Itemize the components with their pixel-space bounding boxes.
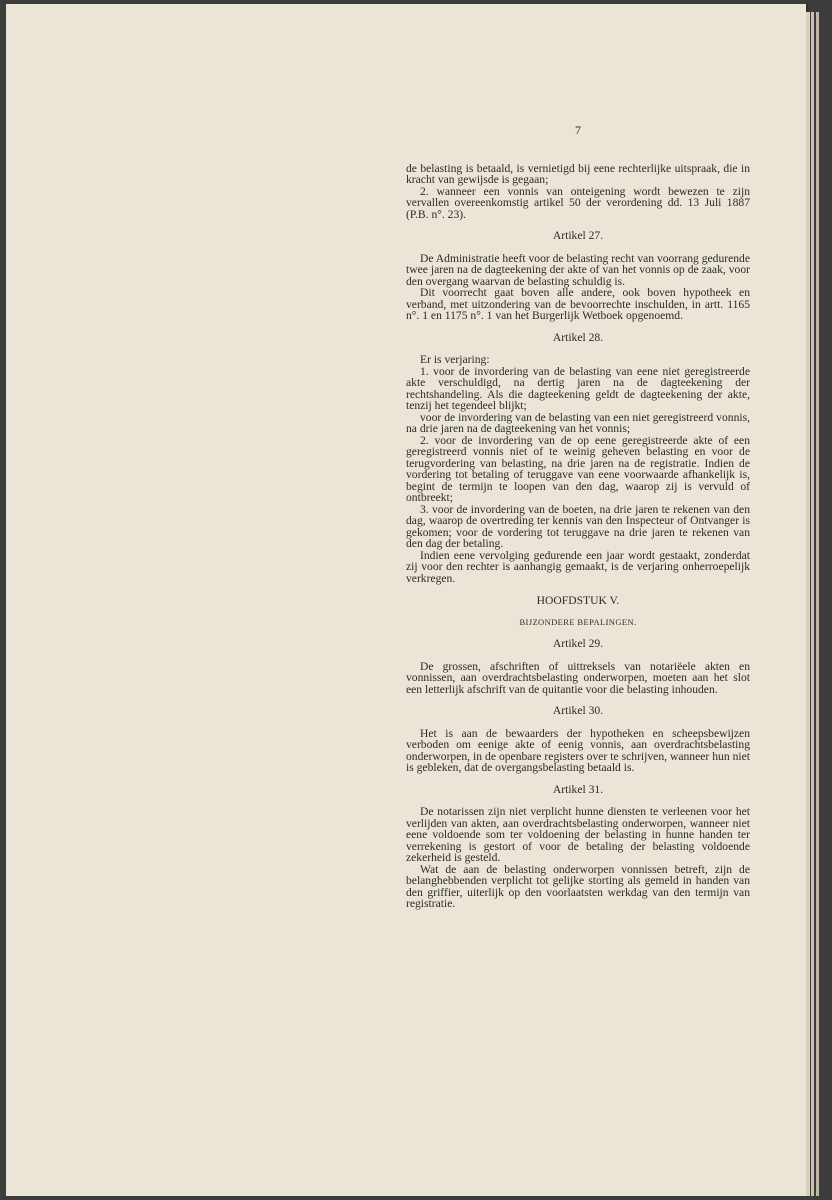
article-heading: Artikel 27. — [552, 229, 604, 242]
chapter-subtitle: BIJZONDERE BEPALINGEN. — [519, 616, 637, 627]
paragraph: De notarissen zijn niet verplicht hunne diensten te verleenen voor het verlijden van akten, aan overdrachtsbelasting onderworpen, wanneer niet eene voldoende som ter voldoening der belasting in hunne handen ter verrekening is gestort of voor de betaling der belasting voldoende zekerheid is gesteld. — [406, 805, 750, 864]
paragraph: De Administratie heeft voor de belasting recht van voorrang gedurende twee jaren na de dagteekening der akte of van het vonnis op de zaak, voor den overgang waarvan de belasting schuldig is. — [406, 251, 750, 288]
paragraph: de belasting is betaald, is vernietigd bij eene rechterlijke uitspraak, die in kracht van gewijsde is gegaan; — [406, 161, 750, 186]
paragraph: 1. voor de invordering van de belasting van eene niet geregistreerde akte verschuldigd, na dertig jaren na de dagteekening der rechtshandeling. Als die dagteekening geldt de dagteekening der akte, tenzij het tegendeel blijkt; — [406, 364, 750, 412]
paragraph: voor de invordering van de belasting van een niet geregistreerd vonnis, na drie jaren na de dagteekening van het vonnis; — [406, 410, 750, 435]
paragraph: De grossen, afschriften of uittreksels van notariëele akten en vonnissen, aan overdrachtsbelasting onderworpen, moeten aan het slot een letterlijk afschrift van de quitantie voor die belasting inhouden. — [406, 659, 750, 696]
paragraph: 2. voor de invordering van de op eene geregistreerde akte of een geregistreerd vonnis niet of te weinig geheven belasting en voor de terugvordering van belasting, na drie jaren na de registratie. Indien de vordering tot betaling of teruggave van eene voorwaarde afhankelijk is, begint de termijn te loopen van den dag, waarop zij is vervuld of ontbreekt; — [406, 433, 750, 504]
paragraph: Dit voorrecht gaat boven alle andere, ook boven hypotheek en verband, met uitzondering van de bevoorrechte inschulden, in artt. 1165 n°. 1 en 1175 n°. 1 van het Burgerlijk Wetboek opgenoemd. — [406, 286, 750, 322]
article-heading: Artikel 29. — [552, 637, 604, 650]
page-number: 7 — [575, 123, 581, 137]
paragraph: 3. voor de invordering van de boeten, na drie jaren te rekenen van den dag, waarop de overtreding ter kennis van den Inspecteur of Ontvanger is gekomen; voor de vordering tot teruggave na drie jaren te rekenen van den dag der betaling. — [406, 502, 750, 550]
paragraph: Er is verjaring: — [420, 353, 490, 366]
article-heading: Artikel 31. — [552, 782, 604, 796]
paragraph: Het is aan de bewaarders der hypotheken en scheepsbewijzen verboden om eenige akte of eenig vonnis, aan overdrachtsbelasting onderworpen, in de openbare registers over te schrijven, wanneer hun niet is gebleken, dat de overgangsbelasting betaald is. — [406, 726, 750, 774]
paragraph: Wat de aan de belasting onderworpen vonnissen betreft, zijn de belanghebbenden verplicht tot gelijke storting als gemeld in handen van den griffier, uiterlijk op den voorlaatsten werkdag van den termijn van registratie. — [406, 862, 750, 910]
paragraph: Indien eene vervolging gedurende een jaar wordt gestaakt, zonderdat zij voor den rechter is aanhangig gemaakt, is de verjaring onherroepelijk verkregen. — [406, 548, 750, 585]
article-heading: Artikel 30. — [552, 704, 604, 717]
article-heading: Artikel 28. — [552, 330, 604, 344]
page-text-column — [406, 125, 750, 910]
paragraph: 2. wanneer een vonnis van onteigening wordt bewezen te zijn vervallen overeenkomstig artikel 50 der verordening dd. 13 Juli 1887 (P.B. n°. 23). — [406, 184, 750, 221]
page-edge — [806, 12, 810, 1196]
page-edge — [816, 12, 819, 1196]
chapter-heading: HOOFDSTUK V. — [536, 594, 620, 607]
page-edge — [811, 12, 814, 1196]
